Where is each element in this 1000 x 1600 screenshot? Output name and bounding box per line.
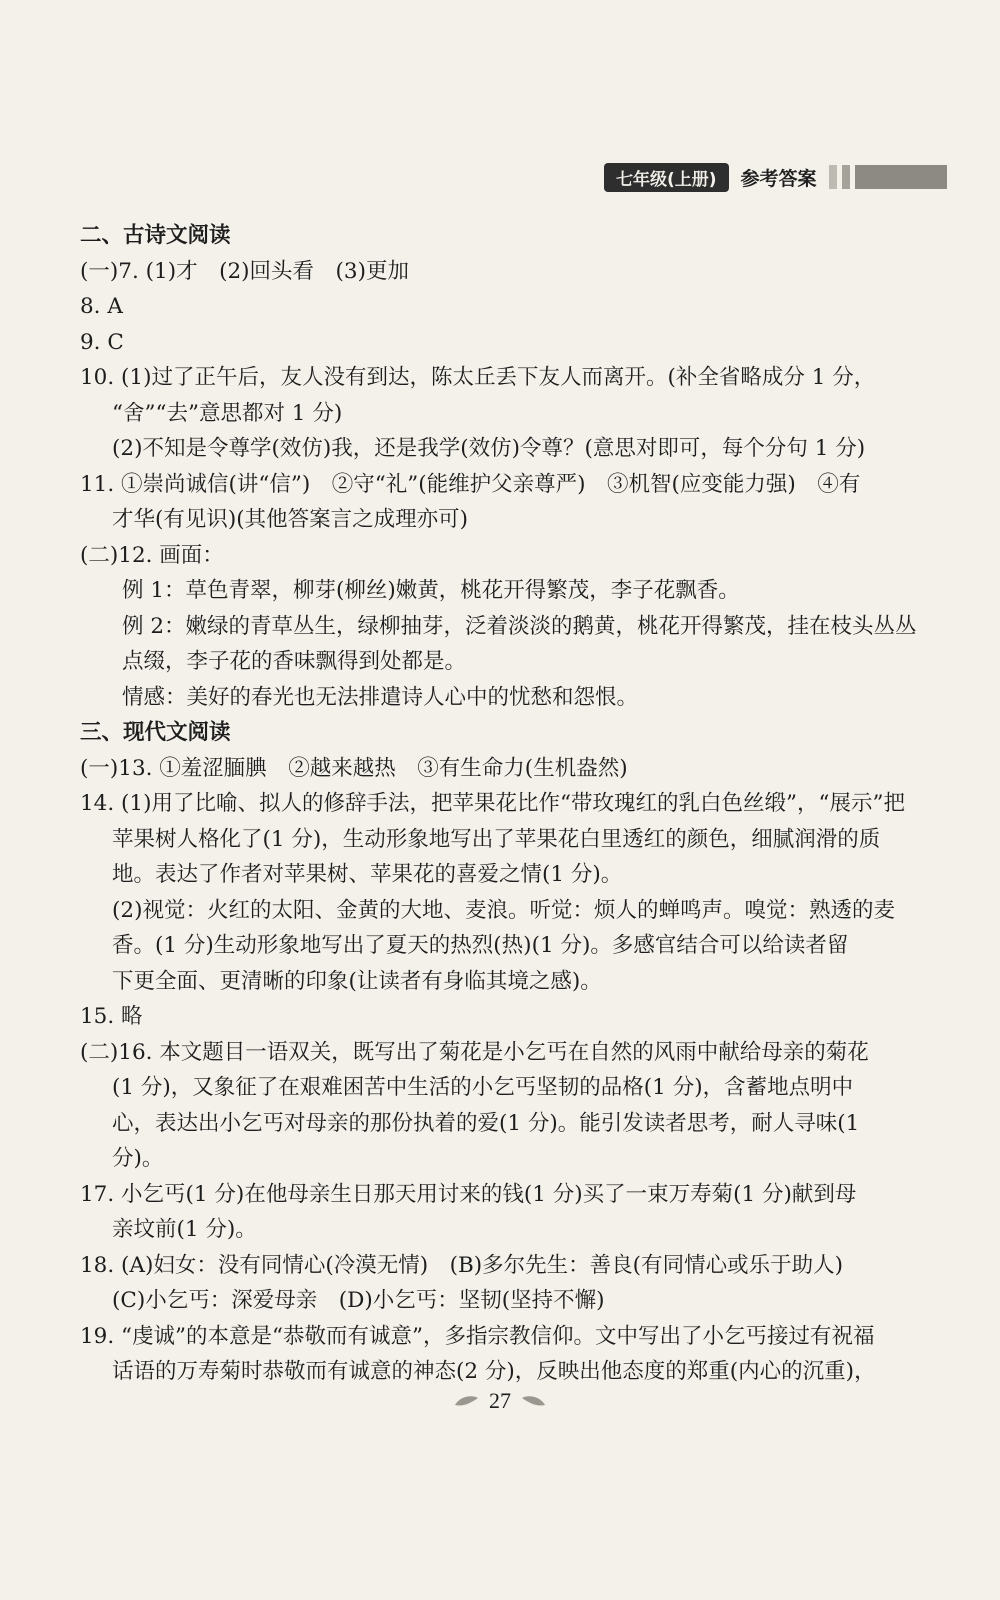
answer-line: 例 1：草色青翠，柳芽(柳丝)嫩黄，桃花开得繁茂，李子花飘香。 [122, 578, 740, 603]
answer-line: 心，表达出小乞丐对母亲的那份执着的爱(1 分)。能引发读者思考，耐人寻味(1 [112, 1110, 860, 1136]
answer-line: (2)不知是令尊学(效仿)我，还是我学(效仿)令尊？(意思对即可，每个分句 1 分) [112, 436, 866, 461]
answer-line: 才华(有见识)(其他答案言之成理亦可) [112, 507, 469, 532]
page-number: 27 [489, 1388, 511, 1413]
answer-line: (C)小乞丐：深爱母亲 (D)小乞丐：坚韧(坚持不懈) [112, 1288, 605, 1313]
answer-line: 香。(1 分)生动形象地写出了夏天的热烈(热)(1 分)。多感官结合可以给读者留 [112, 933, 849, 958]
answer-line: 19. “虔诚”的本意是“恭敬而有诚意”，多指宗教信仰。文中写出了小乞丐接过有祝福 [80, 1323, 875, 1349]
answers-label: 参考答案 [740, 167, 817, 190]
answer-line: 例 2：嫩绿的青草丛生，绿柳抽芽，泛着淡淡的鹅黄，桃花开得繁茂，挂在枝头丛丛 [122, 613, 917, 639]
answer-line: (1 分)，又象征了在艰难困苦中生活的小乞丐坚韧的品格(1 分)，含蓄地点明中 [112, 1075, 854, 1100]
answer-line: (一)7. (1)才 (2)回头看 (3)更加 [80, 258, 409, 284]
answer-line: 分)。 [112, 1146, 164, 1171]
leaf-left-icon [453, 1395, 479, 1407]
answer-line: 18. (A)妇女：没有同情心(冷漠无情) (B)多尔先生：善良(有同情心或乐于助人) [80, 1252, 843, 1278]
answer-line: (一)13. ①羞涩腼腆 ②越来越热 ③有生命力(生机盎然) [80, 755, 628, 781]
page-footer [0, 1388, 1000, 1414]
answer-line: 14. (1)用了比喻、拟人的修辞手法，把苹果花比作“带玫瑰红的乳白色丝缎”，“展示”把 [80, 791, 905, 816]
answer-line: “舍”“去”意思都对 1 分) [112, 400, 343, 426]
answer-line: 苹果树人格化了(1 分)，生动形象地写出了苹果花白里透红的颜色，细腻润滑的质 [112, 826, 881, 852]
section-heading: 二、古诗文阅读 [80, 223, 231, 248]
answer-line: 地。表达了作者对苹果树、苹果花的喜爱之情(1 分)。 [112, 862, 623, 887]
answer-line: (2)视觉：火红的太阳、金黄的大地、麦浪。听觉：烦人的蝉鸣声。嗅觉：熟透的麦 [112, 897, 895, 923]
answer-line: 17. 小乞丐(1 分)在他母亲生日那天用讨来的钱(1 分)买了一束万寿菊(1 分)献到母 [80, 1181, 857, 1207]
answer-line: 点缀，李子花的香味飘得到处都是。 [122, 649, 467, 674]
answer-line: 8. A [80, 294, 123, 319]
answer-line: 话语的万寿菊时恭敬而有诚意的神态(2 分)，反映出他态度的郑重(内心的沉重)， [112, 1359, 876, 1384]
answer-line: 11. ①崇尚诚信(讲“信”) ②守“礼”(能维护父亲尊严) ③机智(应变能力强) ④有 [80, 471, 861, 497]
leaf-right-icon [521, 1395, 547, 1407]
decorative-bars [829, 165, 947, 189]
grade-tag: 七年级(上册) [604, 163, 729, 192]
answer-line: 9. C [80, 329, 124, 355]
answer-line: 15. 略 [80, 1004, 143, 1029]
section-heading: 三、现代文阅读 [80, 720, 231, 745]
running-header [604, 163, 947, 191]
answer-line: 亲坟前(1 分)。 [112, 1217, 257, 1242]
answer-line: (二)16. 本文题目一语双关，既写出了菊花是小乞丐在自然的风雨中献给母亲的菊花 [80, 1039, 869, 1065]
answer-line: 10. (1)过了正午后，友人没有到达，陈太丘丢下友人而离开。(补全省略成分 1 分， [80, 365, 876, 390]
answer-content [80, 218, 920, 1390]
answer-line: 情感：美好的春光也无法排遣诗人心中的忧愁和怨恨。 [122, 684, 639, 710]
answer-line: (二)12. 画面： [80, 542, 224, 568]
answer-line: 下更全面、更清晰的印象(让读者有身临其境之感)。 [112, 968, 602, 994]
